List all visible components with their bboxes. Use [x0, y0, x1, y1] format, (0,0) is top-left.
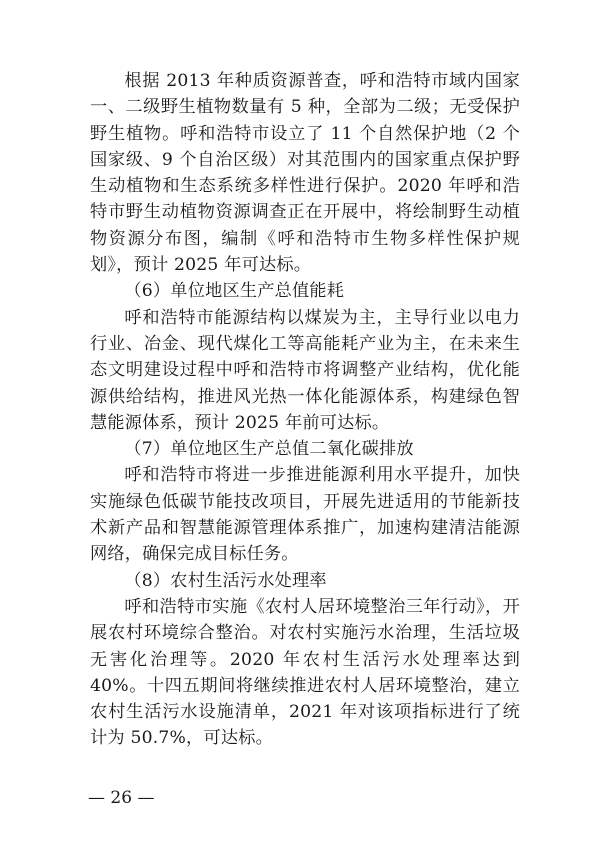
heading-rural-sewage: （8）农村生活污水处理率: [124, 570, 327, 591]
heading-energy-consumption: （6）单位地区生产总值能耗: [124, 281, 345, 302]
page-number: — 26 —: [88, 788, 155, 808]
body-text: [90, 68, 520, 752]
paragraph-energy-efficiency: 呼和浩特市将进一步推进能源利用水平提升，加快实施绿色低碳节能技改项目，开展先进适用的节能新技术新产品和智慧能源管理体系推广，加速构建清洁能源网络，确保完成目标任务。: [90, 465, 520, 565]
paragraph-energy-structure: 呼和浩特市能源结构以煤炭为主，主导行业以电力行业、冶金、现代煤化工等高能耗产业为主，在未来生态文明建设过程中呼和浩特市将调整产业结构，优化能源供给结构，推进风光热一体化能源体系，构建绿色智慧能源体系，预计 2025 年前可达标。: [90, 307, 520, 433]
paragraph-rural-sewage: 呼和浩特市实施《农村人居环境整治三年行动》，开展农村环境综合整治。对农村实施污水治理，生活垃圾无害化治理等。2020 年农村生活污水处理率达到 40%。十四五期间将继续推进农村人居环境整治，建立农村生活污水设施清单，2021 年对该项指标进行了统计为 50.7%，可达标。: [90, 596, 520, 749]
paragraph-wildlife-protection: 根据 2013 年种质资源普查，呼和浩特市域内国家一、二级野生植物数量有 5 种，全部为二级；无受保护野生植物。呼和浩特市设立了 11 个自然保护地（2 个国家级、9 个自治区级）对其范围内的国家重点保护野生动植物和生态系统多样性进行保护。2020 年呼和浩特市野生动植物资源调查正在开展中，将绘制野生动植物资源分布图，编制《呼和浩特市生物多样性保护规划》，预计 2025 年可达标。: [90, 71, 520, 276]
heading-co2-emission: （7）单位地区生产总值二氧化碳排放: [124, 439, 414, 460]
